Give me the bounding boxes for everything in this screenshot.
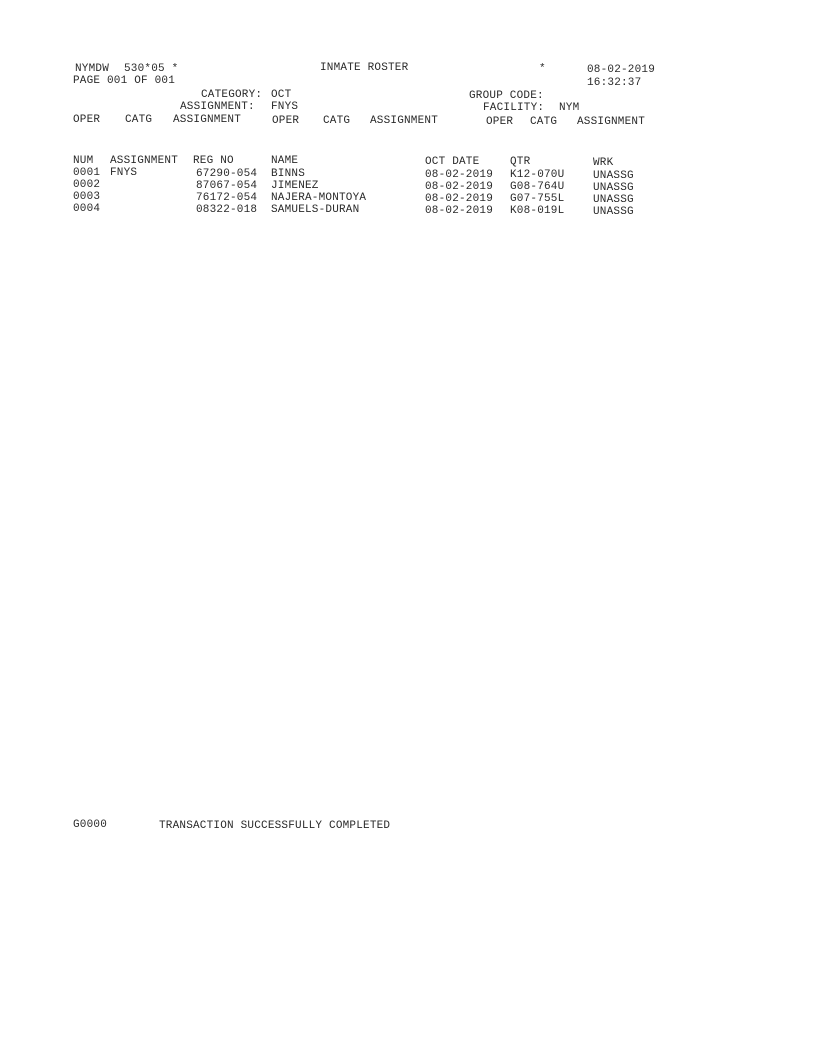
- col-num: NUM: [73, 155, 94, 167]
- report-date: 08-02-2019: [587, 64, 656, 76]
- row-name: NAJERA-MONTOYA: [271, 192, 367, 204]
- row-wrk: UNASSG: [593, 170, 634, 182]
- catg-header: CATG: [530, 116, 558, 128]
- assignment-label: ASSIGNMENT:: [180, 101, 255, 113]
- report-code: 530*05 *: [124, 63, 179, 75]
- row-num: 0003: [73, 191, 101, 203]
- row-num: 0004: [73, 203, 101, 215]
- row-oct-date: 08-02-2019: [425, 169, 494, 181]
- row-reg-no: 76172-054: [196, 192, 258, 204]
- col-wrk: WRK: [593, 157, 614, 169]
- row-oct-date: 08-02-2019: [425, 181, 494, 193]
- oper-header: OPER: [73, 114, 101, 126]
- status-code: G0000: [73, 819, 108, 831]
- col-reg-no: REG NO: [193, 155, 234, 167]
- row-name: SAMUELS-DURAN: [271, 204, 360, 216]
- row-oct-date: 08-02-2019: [425, 205, 494, 217]
- header-star: *: [539, 63, 546, 75]
- facility-label: FACILITY:: [483, 102, 545, 114]
- col-assignment: ASSIGNMENT: [110, 155, 179, 167]
- row-reg-no: 87067-054: [196, 180, 258, 192]
- catg-header: CATG: [125, 114, 153, 126]
- category-value: OCT: [271, 89, 292, 101]
- row-num: 0002: [73, 179, 101, 191]
- category-label: CATEGORY:: [201, 89, 263, 101]
- row-name: JIMENEZ: [271, 180, 319, 192]
- row-reg-no: 08322-018: [196, 204, 258, 216]
- oper-header: OPER: [272, 115, 300, 127]
- facility-value: NYM: [559, 102, 580, 114]
- row-wrk: UNASSG: [593, 194, 634, 206]
- row-qtr: G08-764U: [510, 181, 565, 193]
- row-wrk: UNASSG: [593, 206, 634, 218]
- row-num: 0001: [73, 167, 101, 179]
- page-indicator: PAGE 001 OF 001: [73, 75, 176, 87]
- oper-header: OPER: [486, 116, 514, 128]
- row-reg-no: 67290-054: [196, 168, 258, 180]
- row-name: BINNS: [271, 168, 306, 180]
- row-oct-date: 08-02-2019: [425, 193, 494, 205]
- report-title: INMATE ROSTER: [320, 62, 409, 74]
- row-qtr: K12-070U: [510, 169, 565, 181]
- assignment-header: ASSIGNMENT: [577, 116, 646, 128]
- col-name: NAME: [271, 155, 299, 167]
- system-id: NYMDW: [75, 63, 110, 75]
- status-message: TRANSACTION SUCCESSFULLY COMPLETED: [159, 820, 391, 832]
- assignment-header: ASSIGNMENT: [173, 114, 242, 126]
- row-qtr: K08-019L: [510, 205, 565, 217]
- row-qtr: G07-755L: [510, 193, 565, 205]
- row-wrk: UNASSG: [593, 182, 634, 194]
- group-code-label: GROUP CODE:: [469, 90, 544, 102]
- assignment-header: ASSIGNMENT: [370, 115, 439, 127]
- assignment-value: FNYS: [271, 101, 299, 113]
- col-qtr: QTR: [510, 156, 531, 168]
- report-time: 16:32:37: [587, 77, 642, 89]
- col-oct-date: OCT DATE: [425, 156, 480, 168]
- catg-header: CATG: [323, 115, 351, 127]
- row-assignment: FNYS: [110, 167, 138, 179]
